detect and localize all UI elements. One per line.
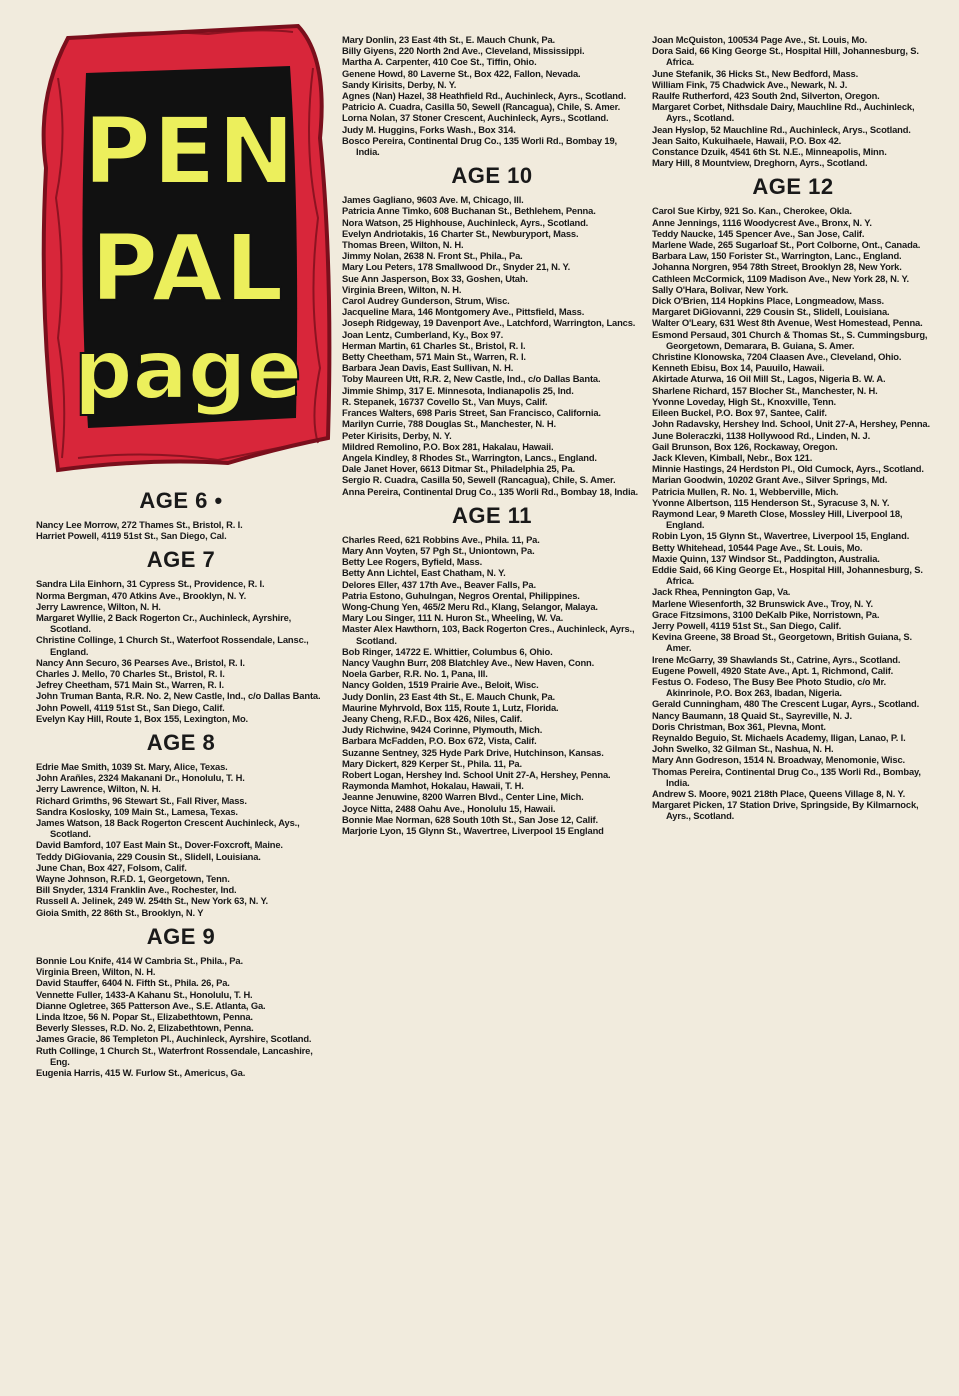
pen-pal-entry: Eugene Powell, 4920 State Ave., Apt. 1, Richmond, Calif. (652, 664, 894, 676)
pen-pal-entry: Frances Walters, 698 Paris Street, San Francisco, California. (342, 407, 601, 419)
pen-pal-entry: Nancy Vaughn Burr, 208 Blatchley Ave., New Haven, Conn. (342, 656, 595, 668)
pen-pal-entry: Mary Donlin, 23 East 4th St., E. Mauch Chunk, Pa. (342, 34, 556, 45)
pen-pal-entry: Minnie Hastings, 24 Herdston Pl., Old Cumock, Ayrs., Scotland. (652, 463, 924, 475)
pen-pal-entry: Dianne Ogletree, 365 Patterson Ave., S.E. Atlanta, Ga. (36, 999, 266, 1011)
pen-pal-entry: Patricia Anne Timko, 608 Buchanan St., Bethlehem, Penna. (342, 205, 596, 217)
pen-pal-entry: Wong-Chung Yen, 465/2 Meru Rd., Klang, Selangor, Malaya. (342, 600, 598, 612)
pen-pal-entry: Billy Giyens, 220 North 2nd Ave., Cleveland, Mississippi. (342, 45, 585, 57)
pen-pal-entry: Jeanne Jenuwine, 8200 Warren Blvd., Center Line, Mich. (342, 791, 584, 803)
pen-pal-entry: Nancy Golden, 1519 Prairie Ave., Beloit, Wisc. (342, 679, 539, 691)
pen-pal-entry: Marjorie Lyon, 15 Glynn St., Wavertree, Liverpool 15 England (342, 825, 604, 836)
pen-pal-entry: Dora Said, 66 King George St., Hospital Hill, Johannesburg, S. Africa. (652, 45, 919, 68)
pen-pal-entry: David Bamford, 107 East Main St., Dover-Foxcroft, Maine. (36, 839, 283, 851)
pen-pal-entry: Nancy Ann Securo, 36 Pearses Ave., Bristol, R. I. (36, 656, 245, 668)
pen-pal-entry: Raymonda Mamhot, Hokalau, Hawaii, T. H. (342, 780, 524, 792)
pen-pal-entry: Mary Ann Voyten, 57 Pgh St., Uniontown, Pa. (342, 544, 535, 556)
pen-pal-entry: Marlene Wade, 265 Sugarloaf St., Port Colborne, Ont., Canada. (652, 239, 921, 251)
pen-pal-entry: Evelyn Kay Hill, Route 1, Box 155, Lexington, Mo. (36, 712, 248, 724)
pen-pal-entry: Peter Kirisits, Derby, N. Y. (342, 429, 452, 441)
age-heading: AGE 11 (451, 502, 533, 528)
pen-pal-entry: Kevina Greene, 38 Broad St., Georgetown, British Guiana, S. Amer. (652, 631, 912, 654)
pen-pal-entry: Constance Dzuik, 4541 6th St. N.E., Minneapolis, Minn. (652, 146, 887, 158)
pen-pal-entry: Bosco Pereira, Continental Drug Co., 135 Worli Rd., Bombay 19, India. (342, 134, 617, 158)
pen-pal-entry: Mary Dickert, 829 Kerper St., Phila. 11, Pa. (342, 757, 522, 769)
pen-pal-entry: Harriet Powell, 4119 51st St., San Diego, Cal. (36, 530, 227, 542)
pen-pal-entry: Beverly Slesses, R.D. No. 2, Elizabethtown, Penna. (36, 1022, 254, 1034)
pen-pal-entry: Bill Snyder, 1314 Franklin Ave., Rochester, Ind. (36, 884, 237, 896)
pen-pal-entry: Gail Brunson, Box 126, Rockaway, Oregon. (652, 440, 838, 452)
pen-pal-entry: Master Alex Hawthorn, 103, Back Rogerton Cres., Auchinleck, Ayrs., Scotland. (342, 623, 635, 646)
pen-pal-entry: Walter O'Leary, 631 West 8th Avenue, West Homestead, Penna. (652, 317, 923, 329)
pen-pal-entry: Virginia Breen, Wilton, N. H. (36, 966, 156, 978)
pen-pal-entry: Evelyn Andriotakis, 16 Charter St., Newburyport, Mass. (342, 227, 579, 239)
pen-pal-entry: Angela Kindley, 8 Rhodes St., Warrington, Lancs., England. (342, 451, 597, 463)
pen-pal-entry: Raulfe Rutherford, 423 South 2nd, Silverton, Oregon. (652, 90, 880, 102)
pen-pal-entry: Suzanne Sentney, 325 Hyde Park Drive, Hutchinson, Kansas. (342, 746, 604, 758)
pen-pal-entry: Raymond Lear, 9 Mareth Close, Mossley Hill, Liverpool 18, England. (652, 507, 903, 531)
pen-pal-entry: Jean Saito, Kukuihaele, Hawaii, P.O. Box 42. (652, 134, 842, 146)
pen-pal-entry: Joyce Nitta, 2488 Oahu Ave., Honolulu 15, Hawaii. (342, 802, 556, 814)
pen-pal-entry: Grace Fitzsimons, 3100 DeKalb Pike, Norristown, Pa. (652, 608, 880, 620)
pen-pal-entry: Jack Rhea, Pennington Gap, Va. (652, 586, 791, 598)
pen-pal-entry: Doris Christman, Box 361, Plevna, Mont. (652, 720, 826, 732)
pen-pal-entry: Dale Janet Hover, 6613 Ditmar St., Philadelphia 25, Pa. (342, 463, 576, 475)
age-heading: AGE 10 (451, 163, 533, 189)
pen-pal-entry: Joseph Ridgeway, 19 Davenport Ave., Latchford, Warrington, Lancs. (342, 317, 636, 329)
pen-pal-entry: Virginia Breen, Wilton, N. H. (342, 283, 462, 295)
title-pal: PAL (90, 215, 286, 322)
pen-pal-entry: Sergio R. Cuadra, Casilla 50, Sewell (Rancagua), Chile, S. Amer. (342, 474, 616, 486)
pen-pal-entry: Mary Lou Peters, 178 Smallwood Dr., Snyder 21, N. Y. (342, 261, 571, 273)
pen-pal-entry: June Chan, Box 427, Folsom, Calif. (36, 861, 187, 873)
pen-pal-entry: Irene McGarry, 39 Shawlands St., Catrine, Ayrs., Scotland. (652, 653, 901, 665)
pen-pal-entry: Sandra Lila Einhorn, 31 Cypress St., Providence, R. I. (36, 578, 265, 590)
pen-pal-entry: John Radavsky, Hershey Ind. School, Unit 27-A, Hershey, Penna. (652, 418, 930, 430)
pen-pal-entry: Nora Watson, 25 Highhouse, Auchinleck, Ayrs., Scotland. (342, 216, 589, 228)
age-heading: AGE 12 (752, 174, 834, 200)
pen-pal-page-logo (28, 18, 338, 473)
pen-pal-entry: Judy Donlin, 23 East 4th St., E. Mauch Chunk, Pa. (342, 690, 556, 702)
pen-pal-entry: Margaret Wyllie, 2 Back Rogerton Cr., Auchinleck, Ayrshire, Scotland. (36, 612, 292, 635)
pen-pal-entry: Thomas Breen, Wilton, N. H. (342, 239, 464, 251)
pen-pal-entry: Christine Collinge, 1 Church St., Waterfoot Rossendale, Lansc., England. (36, 634, 309, 657)
pen-pal-entry: Toby Maureen Utt, R.R. 2, New Castle, Ind., c/o Dallas Banta. (342, 373, 601, 385)
pen-pal-entry: James Watson, 18 Back Rogerton Crescent Auchinleck, Ays., Scotland. (36, 817, 300, 840)
pen-pal-entry: Jerry Powell, 4119 51st St., San Diego, Calif. (652, 619, 842, 631)
pen-pal-entry: Eugenia Harris, 415 W. Furlow St., Americus, Ga. (36, 1066, 246, 1078)
pen-pal-entry: Jacqueline Mara, 146 Montgomery Ave., Pittsfield, Mass. (342, 306, 585, 318)
pen-pal-entry: Agnes (Nan) Hazel, 38 Heathfield Rd., Auchinleck, Ayrs., Scotland. (342, 90, 626, 102)
pen-pal-entry: Eileen Buckel, P.O. Box 97, Santee, Calif. (652, 407, 827, 419)
pen-pal-entry: Bonnie Mae Norman, 628 South 10th St., San Jose 12, Calif. (342, 813, 598, 825)
pen-pal-entry: Sandy Kirisits, Derby, N. Y. (342, 78, 457, 90)
pen-pal-entry: Judy Richwine, 9424 Corinne, Plymouth, Mich. (342, 724, 543, 736)
age-heading: AGE 7 (146, 547, 216, 573)
pen-pal-entry: Marian Goodwin, 10202 Grant Ave., Silver Springs, Md. (652, 474, 888, 486)
pen-pal-entry: Sally O'Hara, Bolivar, New York. (652, 283, 789, 295)
pen-pal-entry: Jimmie Shimp, 317 E. Minnesota, Indianapolis 25, Ind. (342, 384, 574, 396)
pen-pal-entry: Charles Reed, 621 Robbins Ave., Phila. 11, Pa. (342, 533, 540, 545)
pen-pal-entry: Yvonne Albertson, 115 Henderson St., Syracuse 3, N. Y. (652, 496, 890, 508)
column-3 (652, 34, 934, 822)
pen-pal-entry: Margaret Picken, 17 Station Drive, Springside, By Kilmarnock, Ayrs., Scotland. (652, 799, 919, 822)
pen-pal-entry: Robin Lyon, 15 Glynn St., Wavertree, Liverpool 15, England. (652, 530, 910, 542)
pen-pal-entry: Bob Ringer, 14722 E. Whittier, Columbus 6, Ohio. (342, 645, 553, 657)
pen-pal-entry: Jean Hyslop, 52 Mauchline Rd., Auchinleck, Arys., Scotland. (652, 123, 911, 135)
pen-pal-entry: Eddie Said, 66 King George Et., Hospital Hill, Johannesburg, S. Africa. (652, 563, 923, 587)
pen-pal-entry: Noela Garber, R.R. No. 1, Pana, Ill. (342, 668, 488, 680)
pen-pal-entry: Norma Bergman, 470 Atkins Ave., Brooklyn, N. Y. (36, 589, 247, 601)
pen-pal-entry: Christine Klonowska, 7204 Claasen Ave., Cleveland, Ohio. (652, 351, 902, 363)
pen-pal-entry: Joan McQuiston, 100534 Page Ave., St. Louis, Mo. (652, 34, 868, 45)
pen-pal-entry: Teddy Naucke, 145 Spencer Ave., San Jose, Calif. (652, 227, 865, 239)
pen-pal-entry: Vennette Fuller, 1433-A Kahanu St., Honolulu, T. H. (36, 988, 253, 1000)
pen-pal-entry: R. Stepanek, 16737 Covello St., Van Muys, Calif. (342, 395, 548, 407)
pen-pal-entry: Barbara Jean Davis, East Sullivan, N. H. (342, 362, 514, 374)
pen-pal-entry: Genene Howd, 80 Laverne St., Box 422, Fallon, Nevada. (342, 67, 581, 79)
column-1 (36, 482, 326, 1078)
pen-pal-entry: Barbara McFadden, P.O. Box 672, Vista, Calif. (342, 735, 537, 747)
pen-pal-entry: Anna Pereira, Continental Drug Co., 135 Worli Rd., Bombay 18, India. (342, 485, 638, 497)
title-pen: PEN (83, 98, 297, 205)
pen-pal-entry: Dick O'Brien, 114 Hopkins Place, Longmeadow, Mass. (652, 295, 884, 307)
pen-pal-entry: Lorna Nolan, 37 Stoner Crescent, Auchinleck, Ayrs., Scotland. (342, 112, 609, 124)
column-2 (342, 34, 642, 836)
pen-pal-entry: Maxie Quinn, 137 Windsor St., Paddington, Australia. (652, 552, 880, 564)
pen-pal-entry: Anne Jennings, 1116 Woodycrest Ave., Bronx, N. Y. (652, 216, 872, 228)
pen-pal-entry: Delores Eller, 437 17th Ave., Beaver Falls, Pa. (342, 578, 536, 590)
pen-pal-entry: Sandra Koslosky, 109 Main St., Lamesa, Texas. (36, 805, 238, 817)
pen-pal-entry: Jefrey Cheetham, 571 Main St., Warren, R. I. (36, 679, 224, 691)
pen-pal-entry: Mary Ann Godreson, 1514 N. Broadway, Menomonie, Wisc. (652, 754, 905, 766)
pen-pal-entry: John Arañles, 2324 Makanani Dr., Honolulu, T. H. (36, 772, 245, 784)
pen-pal-entry: Betty Whitehead, 10544 Page Ave., St. Louis, Mo. (652, 541, 863, 553)
pen-pal-entry: Patria Estono, Guhulngan, Negros Orental, Philippines. (342, 589, 580, 601)
pen-pal-entry: Wayne Johnson, R.F.D. 1, Georgetown, Tenn. (36, 873, 230, 885)
pen-pal-entry: Barbara Law, 150 Forister St., Warrington, Lanc., England. (652, 250, 902, 262)
age-heading: AGE 8 (146, 730, 216, 756)
pen-pal-entry: Jerry Lawrence, Wilton, N. H. (36, 600, 161, 612)
pen-pal-entry: James Gagliano, 9603 Ave. M, Chicago, Ill. (342, 194, 524, 206)
pen-pal-entry: Jimmy Nolan, 2638 N. Front St., Phila., Pa. (342, 250, 523, 262)
pen-pal-entry: Carol Audrey Gunderson, Strum, Wisc. (342, 295, 510, 307)
pen-pal-entry: Patricio A. Cuadra, Casilla 50, Sewell (Rancagua), Chile, S. Amer. (342, 101, 621, 113)
pen-pal-entry: Mildred Remolino, P.O. Box 281, Hakalau, Hawaii. (342, 440, 554, 452)
pen-pal-entry: Yvonne Loveday, High St., Knoxville, Tenn. (652, 395, 837, 407)
pen-pal-entry: Edrie Mae Smith, 1039 St. Mary, Alice, Texas. (36, 761, 228, 773)
pen-pal-entry: John Powell, 4119 51st St., San Diego, Calif. (36, 701, 225, 713)
pen-pal-entry: Martha A. Carpenter, 410 Coe St., Tiffin, Ohio. (342, 56, 537, 68)
pen-pal-entry: Richard Grimths, 96 Stewart St., Fall River, Mass. (36, 794, 247, 806)
pen-pal-entry: Akirtade Aturwa, 16 Oil Mill St., Lagos, Nigeria B. W. A. (652, 373, 886, 385)
pen-pal-entry: John Swelko, 32 Gilman St., Nashua, N. H. (652, 743, 834, 755)
pen-pal-entry: Cathleen McCormick, 1109 Madison Ave., New York 28, N. Y. (652, 272, 910, 284)
pen-pal-entry: William Fink, 75 Chadwick Ave., Newark, N. J. (652, 78, 848, 90)
pen-pal-entry: John Truman Banta, R.R. No. 2, New Castle, Ind., c/o Dallas Banta. (36, 690, 321, 702)
age-heading: AGE 9 (146, 923, 216, 949)
pen-pal-entry: Robert Logan, Hershey Ind. School Unit 27-A, Hershey, Penna. (342, 768, 611, 780)
pen-pal-entry: Gioia Smith, 22 86th St., Brooklyn, N. Y (36, 906, 204, 918)
title-page: page (73, 323, 303, 418)
pen-pal-entry: Jeany Cheng, R.F.D., Box 426, Niles, Calif. (342, 712, 523, 724)
pen-pal-entry: June Stefanik, 36 Hicks St., New Bedford, Mass. (652, 67, 859, 79)
pen-pal-entry: Charles J. Mello, 70 Charles St., Bristol, R. I. (36, 668, 225, 680)
pen-pal-entry: Jack Kleven, Kimball, Nebr., Box 121. (652, 451, 813, 463)
pen-pal-entry: Reynaldo Beguio, St. Michaels Academy, Iligan, Lanao, P. I. (652, 731, 906, 743)
pen-pal-entry: Betty Ann Lichtel, East Chatham, N. Y. (342, 567, 506, 579)
pen-pal-entry: June Boleraczki, 1138 Hollywood Rd., Linden, N. J. (652, 429, 871, 441)
pen-pal-entry: Festus O. Fodeso, The Busy Bee Photo Studio, c/o Mr. Akinrinole, P.O. Box 263, Ibadan, Nigeria. (652, 675, 886, 699)
pen-pal-entry: Marilyn Currie, 788 Douglas St., Manchester, N. H. (342, 418, 556, 430)
pen-pal-entry: Judy M. Huggins, Forks Wash., Box 314. (342, 123, 516, 135)
pen-pal-entry: Johanna Norgren, 954 78th Street, Brooklyn 28, New York. (652, 261, 902, 273)
pen-pal-entry: Sue Ann Jasperson, Box 33, Goshen, Utah. (342, 272, 528, 284)
pen-pal-entry: David Stauffer, 6404 N. Fifth St., Phila. 26, Pa. (36, 977, 230, 989)
pen-pal-entry: Nancy Baumann, 18 Quaid St., Sayreville, N. J. (652, 709, 852, 721)
pen-pal-entry: Andrew S. Moore, 9021 218th Place, Queens Village 8, N. Y. (652, 788, 906, 799)
pen-pal-entry: Mary Lou Singer, 111 N. Huron St., Wheeling, W. Va. (342, 612, 564, 624)
pen-pal-entry: Nancy Lee Morrow, 272 Thames St., Bristol, R. I. (36, 519, 243, 530)
pen-pal-entry: Joan Lentz, Cumberland, Ky., Box 97. (342, 328, 504, 340)
pen-pal-entry: Thomas Pereira, Continental Drug Co., 135 Worli Rd., Bombay, India. (652, 765, 921, 788)
pen-pal-entry: Mary Hill, 8 Mountview, Dreghorn, Ayrs., Scotland. (652, 157, 868, 169)
pen-pal-entry: Sharlene Richard, 157 Blocher St., Manchester, N. H. (652, 384, 878, 396)
pen-pal-entry: James Gracie, 86 Templeton Pl., Auchinleck, Ayrshire, Scotland. (36, 1033, 312, 1045)
pen-pal-entry: Betty Lee Rogers, Byfield, Mass. (342, 556, 483, 568)
pen-pal-entry: Margaret DiGiovanni, 229 Cousin St., Slidell, Louisiana. (652, 306, 890, 318)
pen-pal-entry: Ruth Collinge, 1 Church St., Waterfront Rossendale, Lancashire, Eng. (36, 1044, 313, 1067)
pen-pal-entry: Jerry Lawrence, Wilton, N. H. (36, 783, 161, 795)
pen-pal-entry: Russell A. Jelinek, 249 W. 254th St., New York 63, N. Y. (36, 895, 268, 907)
pen-pal-entry: Betty Cheetham, 571 Main St., Warren, R. I. (342, 351, 526, 363)
age-heading: AGE 6 • (139, 488, 223, 513)
pen-pal-entry: Teddy DiGiovania, 229 Cousin St., Slidell, Louisiana. (36, 850, 261, 862)
pen-pal-entry: Patricia Mullen, R. No. 1, Webberville, Mich. (652, 485, 839, 497)
pen-pal-entry: Kenneth Ebisu, Box 14, Pauuilo, Hawaii. (652, 362, 825, 374)
pen-pal-entry: Margaret Corbet, Nithsdale Dairy, Mauchline Rd., Auchinleck, Ayrs., Scotland. (652, 101, 915, 124)
pen-pal-entry: Herman Martin, 61 Charles St., Bristol, R. I. (342, 339, 526, 351)
pen-pal-entry: Marlene Wiesenforth, 32 Brunswick Ave., Troy, N. Y. (652, 597, 873, 609)
pen-pal-entry: Bonnie Lou Knife, 414 W Cambria St., Phila., Pa. (36, 954, 243, 966)
pen-pal-entry: Linda Itzoe, 56 N. Popar St., Elizabethtown, Penna. (36, 1010, 253, 1022)
pen-pal-entry: Carol Sue Kirby, 921 So. Kan., Cherokee, Okla. (652, 205, 852, 217)
pen-pal-entry: Esmond Persaud, 301 Church & Thomas St., S. Cummingsburg, Georgetown, Demarara, B. Guiana, S. Amer. (652, 328, 928, 351)
pen-pal-entry: Maurine Myhrvold, Box 115, Route 1, Lutz, Florida. (342, 701, 559, 713)
pen-pal-entry: Gerald Cunningham, 480 The Crescent Lugar, Ayrs., Scotland. (652, 698, 920, 710)
